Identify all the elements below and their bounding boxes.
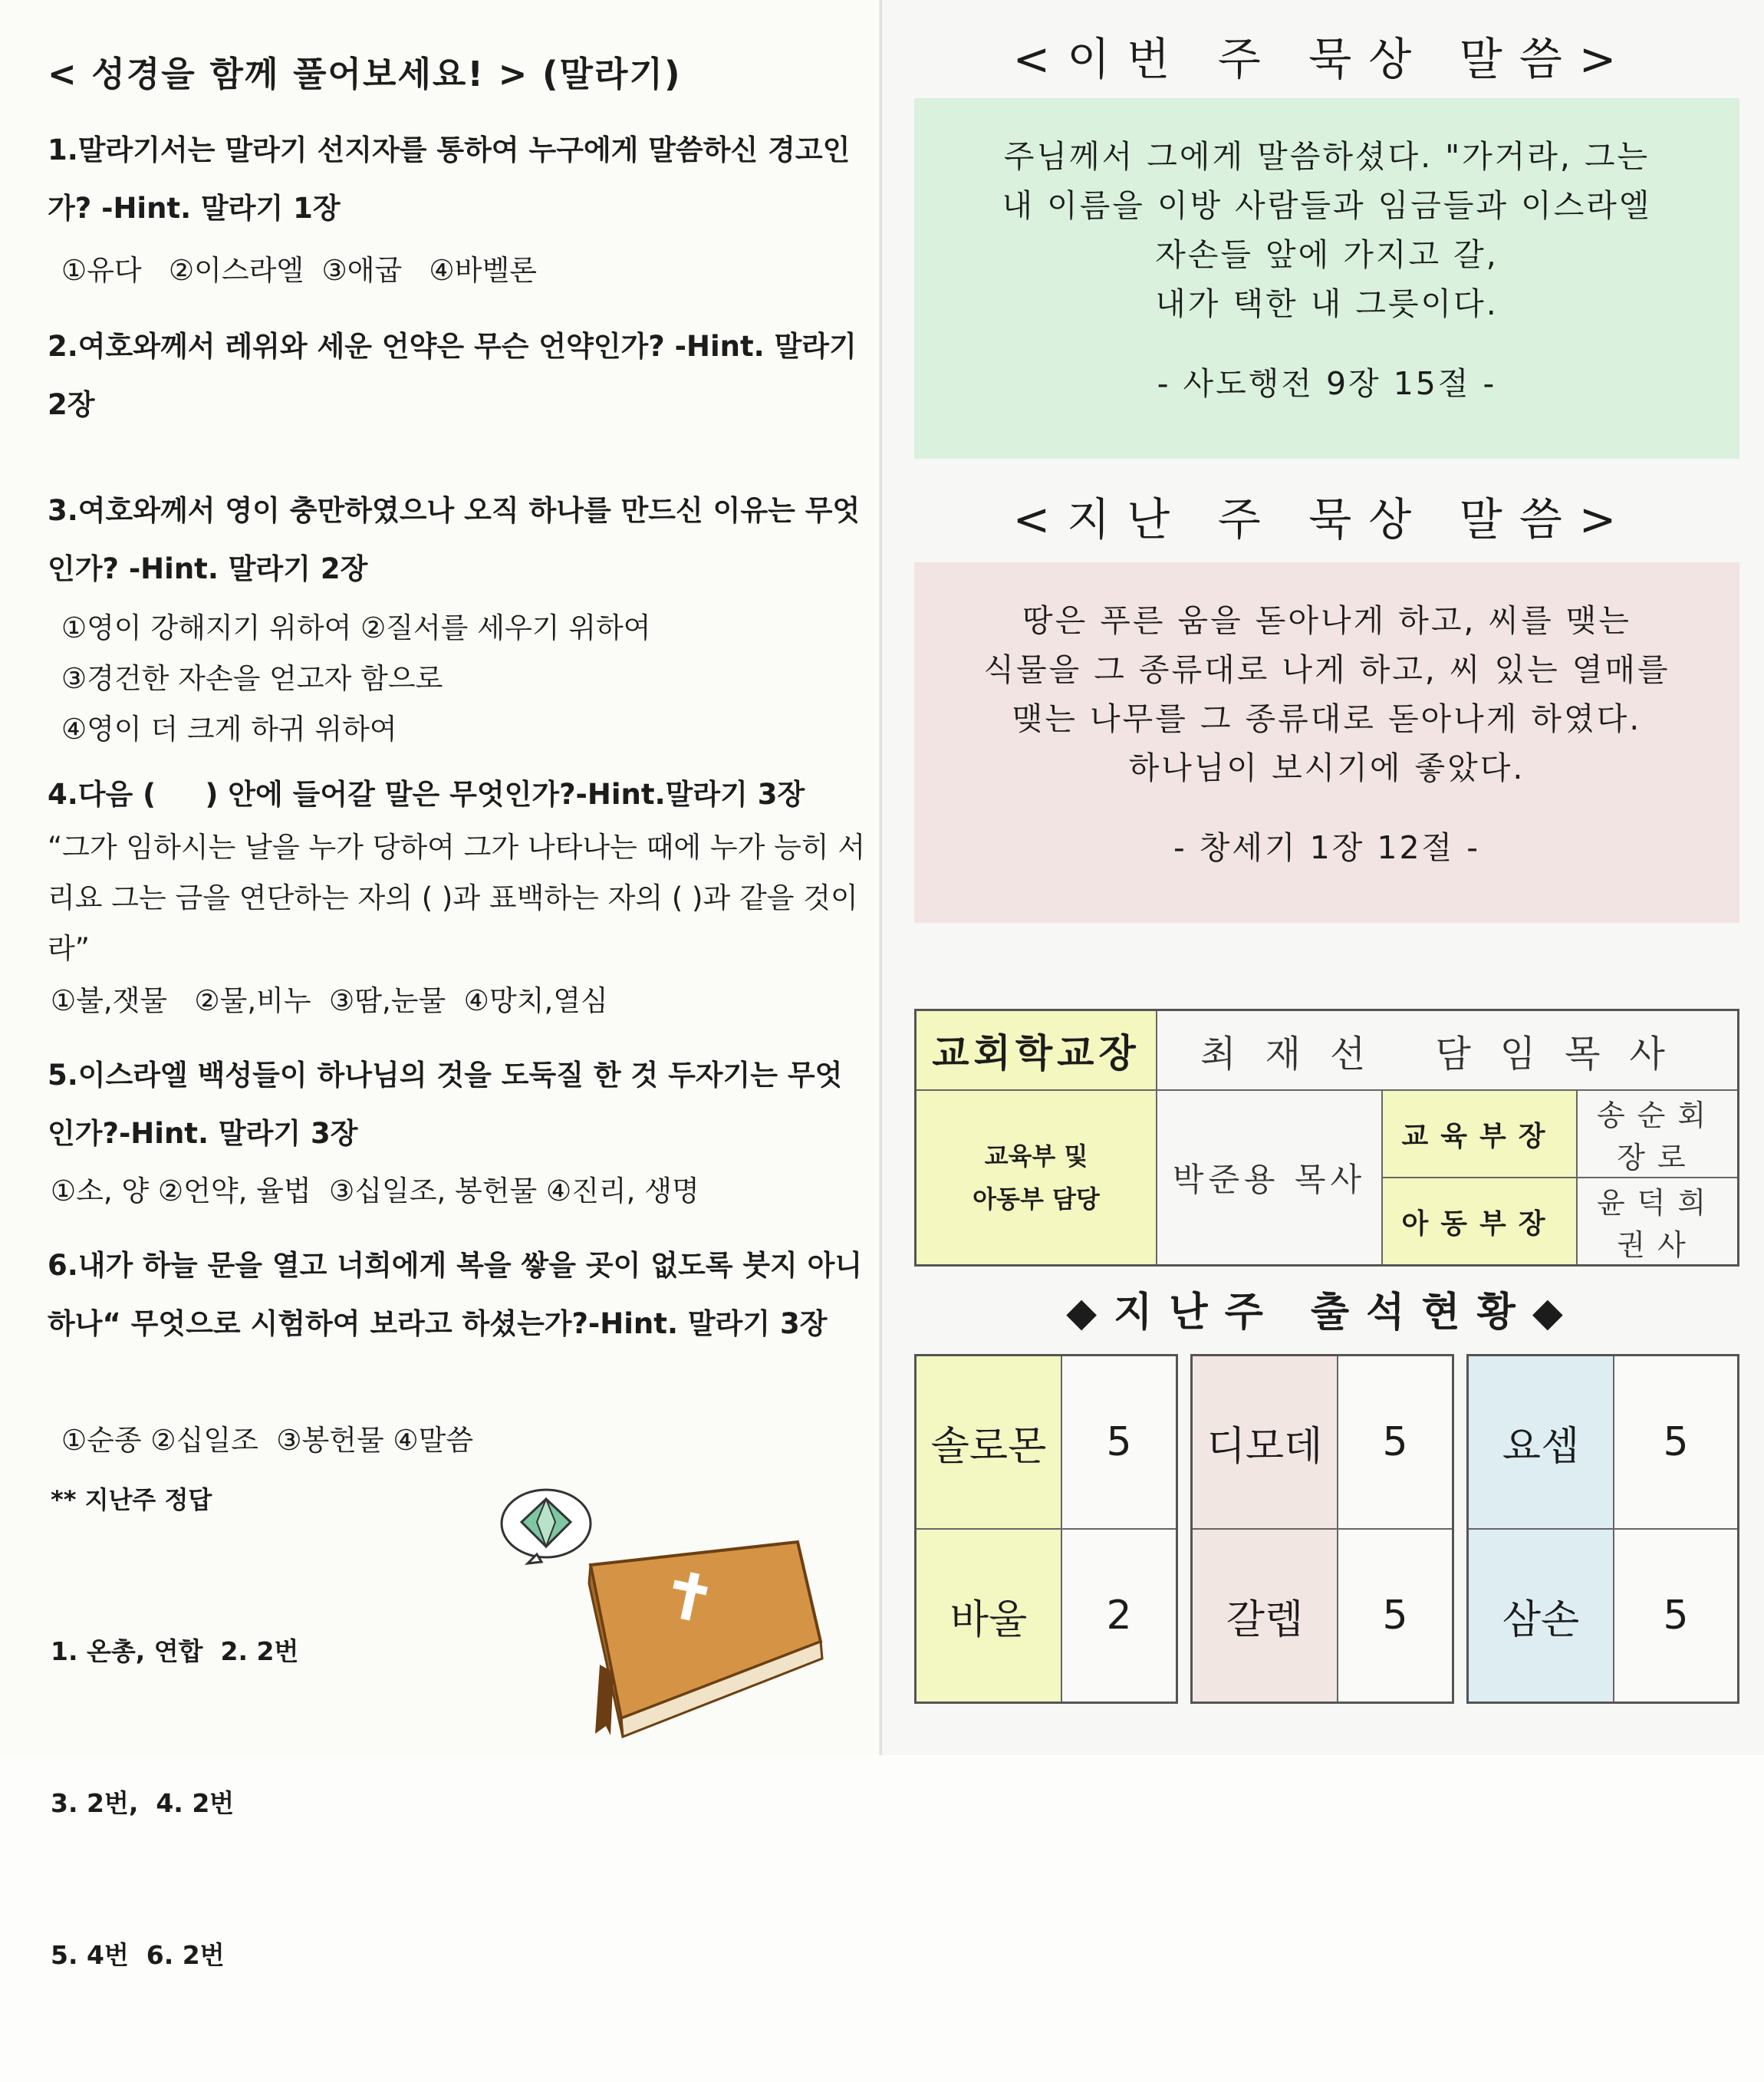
class-count: 5	[1614, 1356, 1739, 1530]
question-3-option-line-1: ①영이 강해지기 위하여 ②질서를 세우기 위하여	[61, 611, 651, 644]
question-5-options: ①소, 양 ②언약, 율법 ③십일조, 봉헌물 ④진리, 생명	[51, 1174, 699, 1207]
question-2: 2.여호와께서 레위와 세운 언약은 무슨 언약인가? -Hint. 말라기 2장	[48, 330, 857, 421]
verse-reference: - 사도행전 9장 15절 -	[1157, 365, 1497, 402]
question-3-option-line-2: ③경건한 자손을 얻고자 함으로	[61, 662, 443, 695]
class-count: 2	[1061, 1529, 1177, 1703]
question-6: 6.내가 하늘 문을 열고 너희에게 복을 쌓을 곳이 없도록 붓지 아니하나“ 무엇으로 시험하여 보라고 하셨는가?-Hint. 말라기 3장	[48, 1249, 863, 1340]
gem-icon	[502, 1490, 591, 1563]
last-week-answers	[51, 1525, 298, 2082]
principal-label: 교회학교장	[916, 1010, 1157, 1091]
bible-icon	[491, 1488, 828, 1741]
class-name: 바울	[916, 1529, 1062, 1703]
verse-line: 자손들 앞에 가지고 갈,	[1155, 236, 1499, 273]
question-1-options: ①유다 ②이스라엘 ③애굽 ④바벨론	[61, 254, 537, 287]
verse-line: 내 이름을 이방 사람들과 임금들과 이스라엘	[1002, 187, 1652, 224]
question-3-option-line-3: ④영이 더 크게 하귀 위하여	[61, 713, 397, 746]
department-label	[916, 1090, 1157, 1266]
children-head-label: 아동부장	[1382, 1178, 1577, 1266]
verse-line: 식물을 그 종류대로 나게 하고, 씨 있는 열매를	[983, 651, 1670, 688]
verse-line: 내가 택한 내 그릇이다.	[1155, 285, 1499, 322]
class-name: 디모데	[1192, 1356, 1338, 1530]
question-1: 1.말라기서는 말라기 선지자를 통하여 누구에게 말씀하신 경고인가? -Hint. 말라기 1장	[48, 133, 851, 225]
verse-line: 맺는 나무를 그 종류대로 돋아나게 하였다.	[1012, 700, 1642, 737]
class-name: 삼손	[1468, 1529, 1614, 1703]
verse-reference: - 창세기 1장 12절 -	[1173, 829, 1480, 866]
class-count: 5	[1338, 1356, 1453, 1530]
department-label-line: 교육부 및	[984, 1141, 1088, 1171]
principal-name: 최재선 담임목사	[1157, 1010, 1739, 1091]
class-name: 솔로몬	[916, 1356, 1062, 1530]
attendance-title: ◆지난주 출석현황◆	[1066, 1290, 1580, 1336]
question-4: 4.다음 ( ) 안에 들어갈 말은 무엇인가?-Hint.말라기 3장	[48, 778, 805, 811]
verse-line: 주님께서 그에게 말씀하셨다. "가거라, 그는	[1003, 138, 1650, 175]
class-name: 갈렙	[1192, 1529, 1338, 1703]
last-week-verse-title: <지난 주 묵상 말씀>	[1012, 493, 1634, 545]
verse-line: 땅은 푸른 움을 돋아나게 하고, 씨를 맺는	[1022, 602, 1631, 639]
class-name: 요셉	[1468, 1356, 1614, 1530]
quiz-title: < 성경을 함께 풀어보세요! > (말라기)	[48, 54, 682, 94]
answer-line: 1. 온총, 연합 2. 2번	[51, 1636, 299, 1666]
this-week-verse-title: <이번 주 묵상 말씀>	[1012, 33, 1634, 85]
last-week-answers-title: ** 지난주 정답	[51, 1485, 212, 1514]
question-6-options: ①순종 ②십일조 ③봉헌물 ④말씀	[61, 1424, 474, 1457]
last-week-verse-box	[914, 562, 1739, 923]
question-4-options: ①불,잿물 ②물,비누 ③땀,눈물 ④망치,열심	[51, 984, 608, 1017]
attendance-group-2	[1190, 1354, 1454, 1704]
education-head-label: 교육부장	[1382, 1090, 1577, 1178]
department-label-line: 아동부 담당	[973, 1184, 1100, 1214]
staff-table	[914, 1009, 1739, 1267]
department-pastor: 박준용 목사	[1157, 1090, 1382, 1266]
answer-line: 3. 2번, 4. 2번	[51, 1788, 235, 1818]
quiz-page	[0, 0, 882, 1970]
class-count: 5	[1338, 1529, 1453, 1703]
answer-line: 5. 4번 6. 2번	[51, 1940, 225, 1970]
attendance-group-3	[1466, 1354, 1739, 1704]
question-5: 5.이스라엘 백성들이 하나님의 것을 도둑질 한 것 두자기는 무엇인가?-Hint. 말라기 3장	[48, 1059, 843, 1150]
question-4-quote: “그가 임하시는 날을 누가 당하여 그가 나타나는 때에 누가 능히 서리요 그는 금을 연단하는 자의 ( )과 표백하는 자의 ( )과 같을 것이라”	[48, 831, 866, 965]
class-count: 5	[1061, 1356, 1177, 1530]
this-week-verse-box	[914, 98, 1739, 459]
question-3: 3.여호와께서 영이 충만하였으나 오직 하나를 만드신 이유는 무엇인가? -Hint. 말라기 2장	[48, 494, 861, 585]
verse-line: 하나님이 보시기에 좋았다.	[1128, 749, 1525, 786]
education-head-name: 송순회장로	[1577, 1090, 1739, 1178]
children-head-name: 윤덕희권사	[1577, 1178, 1739, 1266]
info-page	[882, 0, 1764, 1755]
class-count: 5	[1614, 1529, 1739, 1703]
attendance-group-1	[914, 1354, 1178, 1704]
